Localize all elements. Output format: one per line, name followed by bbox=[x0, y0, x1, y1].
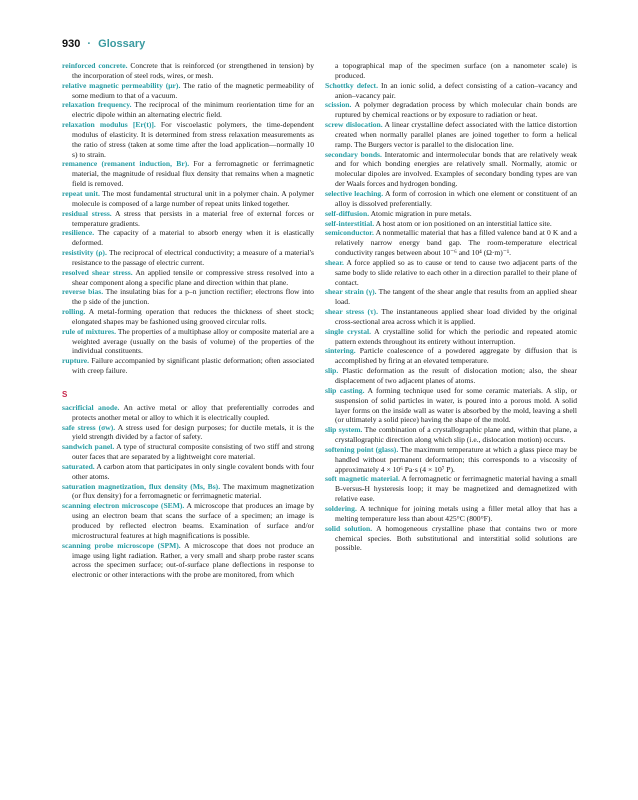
glossary-entry bbox=[62, 541, 314, 580]
glossary-entry bbox=[325, 219, 577, 229]
glossary-term: shear. bbox=[325, 257, 344, 267]
glossary-term: relative magnetic permeability (μr). bbox=[62, 80, 181, 90]
glossary-term: scission. bbox=[325, 100, 352, 110]
glossary-definition: A carbon atom that participates in only single covalent bonds with four other atoms. bbox=[72, 461, 314, 481]
glossary-entry bbox=[325, 307, 577, 327]
glossary-definition: The most fundamental structural unit in a polymer chain. A polymer molecule is composed of a large number of repeat units linked together. bbox=[72, 188, 314, 208]
glossary-entry bbox=[325, 258, 577, 288]
glossary-term: rupture. bbox=[62, 356, 90, 366]
glossary-term: reinforced concrete. bbox=[62, 61, 128, 70]
glossary-definition: A linear crystalline defect associated with the lattice distortion created when normally parallel planes are joined together to form a helical ramp. The Burgers vector is parallel to the dislocation line. bbox=[335, 120, 577, 149]
glossary-term: resilience. bbox=[62, 228, 95, 238]
glossary-definition: a topographical map of the specimen surface (on a nanometer scale) is produced. bbox=[335, 61, 577, 80]
glossary-definition: The maximum temperature at which a glass piece may be handled without permanent deformation; this corresponds to a viscosity of approximately 4 × 10⁶ Pa·s (4 × 10⁷ P). bbox=[335, 444, 577, 474]
glossary-term: saturated. bbox=[62, 461, 95, 471]
glossary-entry bbox=[62, 100, 314, 120]
running-title: Glossary bbox=[98, 38, 146, 50]
glossary-entry bbox=[62, 307, 314, 327]
glossary-term: saturation magnetization, flux density (Ms, Bs). bbox=[62, 481, 221, 491]
glossary-definition: A microscope that produces an image by using an electron beam that scans the surface of a specimen; an image is produced by reflected electron beams. Examination of surface and/or microstructural features at high magnifications is possible. bbox=[72, 501, 314, 540]
glossary-entry bbox=[325, 504, 577, 524]
glossary-term: shear stress (τ). bbox=[325, 307, 378, 317]
glossary-term: Schottky defect. bbox=[325, 80, 378, 90]
glossary-entry bbox=[325, 425, 577, 445]
glossary-definition: An applied tensile or compressive stress resolved into a shear component along a specific plane and direction within that plane. bbox=[72, 267, 314, 287]
glossary-entry bbox=[325, 150, 577, 189]
glossary-entry bbox=[62, 159, 314, 189]
glossary-entry bbox=[62, 81, 314, 101]
glossary-entry bbox=[62, 189, 314, 209]
glossary-definition: A crystalline solid for which the periodic and repeated atomic pattern extends throughout its entirety without interruption. bbox=[335, 326, 577, 346]
glossary-term: solid solution. bbox=[325, 523, 373, 533]
glossary-definition: A stress used for design purposes; for ductile metals, it is the yield strength divided by a factor of safety. bbox=[72, 422, 314, 442]
glossary-term: soft magnetic material. bbox=[325, 474, 400, 484]
glossary-entry bbox=[62, 501, 314, 540]
glossary-definition: An active metal or alloy that preferentially corrodes and protects another metal or alloy to which it is electrically coupled. bbox=[72, 402, 314, 422]
glossary-definition: A ferromagnetic or ferrimagnetic material having a small B-versus-H hysteresis loop; it may be magnetized and demagnetized with relative ease. bbox=[335, 474, 577, 504]
section-letter-s: S bbox=[62, 390, 68, 399]
glossary-term: self-diffusion. bbox=[325, 208, 370, 218]
glossary-entry bbox=[62, 462, 314, 482]
glossary-definition: Plastic deformation as the result of dislocation motion; also, the shear displacement of two adjacent planes of atoms. bbox=[335, 366, 577, 385]
glossary-entry bbox=[62, 248, 314, 268]
glossary-entry bbox=[62, 442, 314, 462]
glossary-entry bbox=[62, 423, 314, 443]
glossary-entry bbox=[325, 366, 577, 386]
glossary-definition: Failure accompanied by significant plastic deformation; often associated with creep failure. bbox=[72, 356, 314, 376]
glossary-term: slip. bbox=[325, 366, 339, 376]
glossary-definition: The capacity of a material to absorb energy when it is elastically deformed. bbox=[72, 228, 314, 248]
glossary-definition: A host atom or ion positioned on an interstitial lattice site. bbox=[374, 218, 552, 228]
glossary-term: relaxation modulus [Er(t)]. bbox=[62, 120, 156, 130]
glossary-entry bbox=[62, 120, 314, 159]
glossary-term: reverse bias. bbox=[62, 287, 104, 297]
glossary-term: slip casting. bbox=[325, 385, 365, 395]
glossary-term: slip system. bbox=[325, 425, 363, 435]
glossary-definition: The insulating bias for a p–n junction rectifier; electrons flow into the p side of the junction. bbox=[72, 287, 314, 307]
glossary-term: relaxation frequency. bbox=[62, 100, 132, 110]
glossary-term: semiconductor. bbox=[325, 228, 374, 238]
glossary-term: shear strain (γ). bbox=[325, 287, 377, 297]
glossary-entry bbox=[325, 61, 577, 81]
glossary-entry bbox=[325, 386, 577, 425]
glossary-list-s-continued bbox=[325, 61, 577, 553]
glossary-term: softening point (glass). bbox=[325, 444, 399, 454]
glossary-term: scanning probe microscope (SPM). bbox=[62, 540, 181, 550]
glossary-entry bbox=[325, 445, 577, 475]
glossary-definition: A stress that persists in a material free of external forces or temperature gradients. bbox=[72, 208, 314, 228]
glossary-definition: The maximum magnetization (or flux density) for a ferromagnetic or ferrimagnetic material. bbox=[72, 481, 314, 501]
glossary-entry bbox=[325, 474, 577, 504]
glossary-entry bbox=[62, 209, 314, 229]
glossary-entry bbox=[62, 287, 314, 307]
glossary-entry bbox=[62, 482, 314, 502]
glossary-definition: Concrete that is reinforced (or strengthened in tension) by the incorporation of steel rods, wires, or mesh. bbox=[72, 61, 314, 80]
glossary-term: sacrificial anode. bbox=[62, 402, 120, 412]
glossary-entry bbox=[325, 327, 577, 347]
glossary-definition: The reciprocal of the minimum reorientation time for an electric dipole within an alternating electric field. bbox=[72, 100, 314, 120]
glossary-definition: A metal-forming operation that reduces the thickness of sheet stock; elongated shapes may be fashioned using grooved circular rolls. bbox=[72, 307, 314, 326]
glossary-term: resolved shear stress. bbox=[62, 267, 133, 277]
glossary-definition: A nonmetallic material that has a filled valence band at 0 K and a relatively narrow energy band gap. The room-temperature electrical conductivity ranges between about 10⁻⁶ and 10⁴ (Ω·m)⁻¹. bbox=[335, 228, 577, 258]
glossary-term: scanning electron microscope (SEM). bbox=[62, 501, 185, 511]
glossary-definition: Particle coalescence of a powdered aggregate by diffusion that is accomplished by firing at an elevated temperature. bbox=[335, 346, 577, 366]
glossary-entry bbox=[325, 287, 577, 307]
glossary-definition: The properties of a multiphase alloy or composite material are a weighted average (usually on the basis of volume) of the properties of the individual constituents. bbox=[72, 326, 314, 356]
glossary-definition: The instantaneous applied shear load divided by the original cross-sectional area across which it is applied. bbox=[335, 307, 577, 326]
page-number: 930 bbox=[62, 38, 81, 50]
glossary-entry bbox=[62, 61, 314, 81]
glossary-term: sandwich panel. bbox=[62, 442, 115, 452]
right-column bbox=[325, 61, 577, 553]
glossary-term: safe stress (σw). bbox=[62, 422, 116, 432]
glossary-term: rolling. bbox=[62, 307, 86, 317]
glossary-term: rule of mixtures. bbox=[62, 326, 116, 336]
glossary-entry bbox=[325, 189, 577, 209]
glossary-definition: The reciprocal of electrical conductivity; a measure of a material's resistance to the passage of electric current. bbox=[72, 248, 314, 267]
glossary-term: remanence (remanent induction, Br). bbox=[62, 159, 190, 169]
glossary-list-s bbox=[62, 403, 314, 580]
glossary-entry bbox=[62, 228, 314, 248]
glossary-definition: A homogeneous crystalline phase that contains two or more chemical species. Both substitutional and interstitial solid solutions are possible. bbox=[335, 523, 577, 553]
glossary-list-r bbox=[62, 61, 314, 376]
glossary-entry bbox=[62, 268, 314, 288]
glossary-entry bbox=[325, 346, 577, 366]
glossary-definition: Interatomic and intermolecular bonds that are relatively weak and for which bonding energies are relatively small. Normally, atomic or molecular dipoles are involved. Examples of secondary bonding types are van der Waals forces and hydrogen bonding. bbox=[335, 149, 578, 189]
header-separator: · bbox=[87, 38, 92, 50]
glossary-term: secondary bonds. bbox=[325, 149, 382, 159]
glossary-definition: A forming technique used for some ceramic materials. A slip, or suspension of solid particles in water, is poured into a porous mold. A solid layer forms on the inside wall as water is absorbed by the mold, leaving a shell (or ultimately a solid piece) having the shape of the mold. bbox=[335, 385, 577, 425]
glossary-definition: The combination of a crystallographic plane and, within that plane, a crystallographic direction along which slip (i.e., dislocation motion) occurs. bbox=[335, 425, 577, 445]
glossary-definition: In an ionic solid, a defect consisting of a cation–vacancy and anion–vacancy pair. bbox=[335, 80, 578, 100]
glossary-entry bbox=[62, 356, 314, 376]
glossary-definition: A force applied so as to cause or tend to cause two adjacent parts of the same body to slide relative to each other in a direction parallel to their plane of contact. bbox=[335, 257, 577, 287]
glossary-entry bbox=[62, 327, 314, 357]
glossary-entry bbox=[325, 81, 577, 101]
glossary-definition: For a ferromagnetic or ferrimagnetic material, the magnitude of residual flux density that remains when a magnetic field is removed. bbox=[72, 159, 314, 189]
glossary-definition: A technique for joining metals using a filler metal alloy that has a melting temperature less than about 425°C (800°F). bbox=[335, 503, 577, 523]
glossary-term: repeat unit. bbox=[62, 188, 100, 198]
glossary-definition: A form of corrosion in which one element or constituent of an alloy is dissolved preferentially. bbox=[335, 188, 577, 208]
glossary-definition: A microscope that does not produce an image using light radiation. Rather, a very small and sharp probe raster scans across the specimen surface; out-of-surface plane deflections in response to electronic or other interactions with the probe are monitored, from which bbox=[72, 540, 314, 580]
glossary-entry bbox=[325, 120, 577, 150]
glossary-term: single crystal. bbox=[325, 326, 371, 336]
glossary-definition: The ratio of the magnetic permeability of some medium to that of a vacuum. bbox=[72, 80, 314, 100]
glossary-definition: For viscoelastic polymers, the time-dependent modulus of elasticity. It is determined from stress relaxation measurements as the ratio of stress (taken at some time after the load application—normally 10 s) to strain. bbox=[72, 120, 314, 159]
glossary-term: self-interstitial. bbox=[325, 218, 375, 228]
glossary-term: selective leaching. bbox=[325, 188, 384, 198]
glossary-entry bbox=[325, 228, 577, 258]
glossary-term: screw dislocation. bbox=[325, 120, 383, 130]
glossary-entry bbox=[325, 524, 577, 554]
glossary-entry bbox=[325, 209, 577, 219]
glossary-definition: A polymer degradation process by which molecular chain bonds are ruptured by chemical reactions or by exposure to radiation or heat. bbox=[335, 100, 577, 120]
glossary-term: residual stress. bbox=[62, 208, 112, 218]
page-header bbox=[62, 38, 145, 50]
left-column bbox=[62, 61, 314, 580]
glossary-definition: The tangent of the shear angle that results from an applied shear load. bbox=[335, 287, 577, 307]
glossary-definition: A type of structural composite consisting of two stiff and strong outer faces that are separated by a lightweight core material. bbox=[72, 442, 314, 462]
glossary-term: resistivity (ρ). bbox=[62, 248, 107, 258]
glossary-entry bbox=[62, 403, 314, 423]
glossary-entry bbox=[325, 100, 577, 120]
glossary-term: sintering. bbox=[325, 346, 356, 356]
glossary-term: soldering. bbox=[325, 503, 357, 513]
glossary-definition: Atomic migration in pure metals. bbox=[369, 208, 472, 218]
